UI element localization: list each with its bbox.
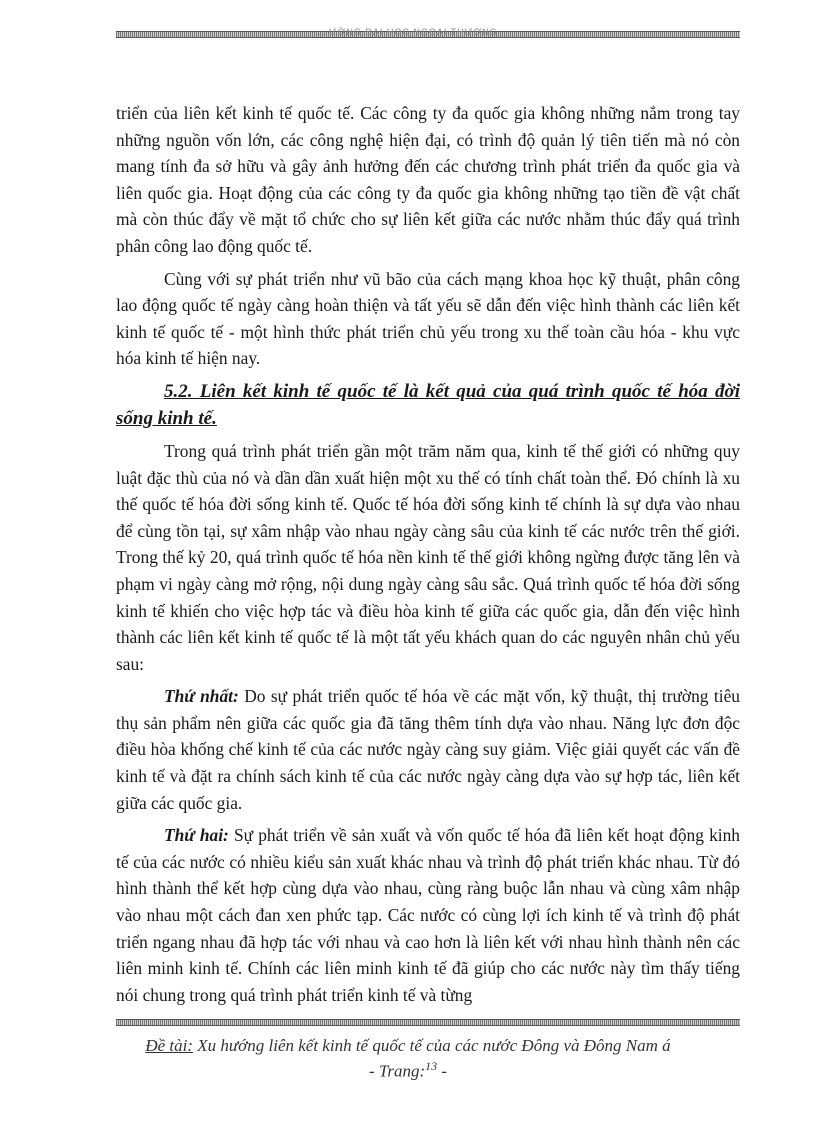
footer-rule [116,1019,740,1026]
paragraph-5-text: Sự phát triển về sản xuất và vốn quốc tế hóa đã liên kết hoạt động kinh tế của các nước có nhiều kiểu sản xuất khác nhau và trình độ phát triển khác nhau. Từ đó hình thành thể kết hợp cùng dựa vào nhau, cùng ràng buộc lẫn nhau và cùng xâm nhập vào nhau một cách đan xen phức tạp. Các nước có cùng lợi ích kinh tế và trình độ phát triển ngang nhau đã hợp tác với nhau và cao hơn là liên kết với nhau hình thành nên các liên minh kinh tế. Chính các liên minh kinh tế đã giúp cho các nước này tìm thấy tiếng nói chung trong quá trình phát triển kinh tế và từng [116,825,740,1005]
page-number-value: 13 [425,1059,438,1073]
page-prefix: - Trang: [368,1061,426,1081]
paragraph-4 [116,683,740,816]
paragraph-4-text: Do sự phát triển quốc tế hóa về các mặt vốn, kỹ thuật, thị trường tiêu thụ sản phẩm nên giữa các quốc gia đã tăng thêm tính dựa vào nhau. Năng lực đơn độc điều hòa khống chế kinh tế của các nước ngày càng suy giảm. Việc giải quyết các vấn đề kinh tế và đặt ra chính sách kinh tế của các nước ngày càng dựa vào sự hợp tác, liên kết giữa các quốc gia. [116,686,740,813]
footer-title [0,1036,816,1056]
paragraph-1: triển của liên kết kinh tế quốc tế. Các công ty đa quốc gia không những nắm trong tay những nguồn vốn lớn, các công nghệ hiện đại, có trình độ quản lý tiên tiến mà nó còn mang tính đa sở hữu và gây ảnh hưởng đến các chương trình phát triển đa quốc gia và liên quốc gia. Hoạt động của các công ty đa quốc gia không những tạo tiền đề vật chất mà còn thúc đẩy về mặt tổ chức cho sự liên kết giữa các nước nhằm thúc đẩy quá trình phân công lao động quốc tế. [116,103,740,256]
paragraph-5 [116,822,740,1008]
paragraph-5-lead: Thứ hai: [164,825,229,846]
footer-label: Đề tài: [145,1036,194,1055]
paragraph-3: Trong quá trình phát triển gần một trăm năm qua, kinh tế thế giới có những quy luật đặc thù của nó và dần dần xuất hiện một xu thế có tính chất toàn thể. Đó chính là xu thế quốc tế hóa đời sống kinh tế. Quốc tế hóa đời sống kinh tế chính là sự dựa vào nhau để cùng tồn tại, sự xâm nhập vào nhau ngày càng sâu của kinh tế các nước trên thế giới. Trong thế kỷ 20, quá trình quốc tế hóa nền kinh tế thế giới không ngừng được tăng lên và phạm vi ngày càng mở rộng, nội dung ngày càng sâu sắc. Quá trình quốc tế hóa đời sống kinh tế khiến cho việc hợp tác và điều hòa kinh tế giữa các quốc gia, dẫn đến việc hình thành các liên kết kinh tế quốc tế là một tất yếu khách quan do các nguyên nhân chủ yếu sau: [116,440,740,674]
footer-topic: Xu hướng liên kết kinh tế quốc tế của các nước Đông và Đông Nam á [193,1036,671,1055]
paragraph-2: Cùng với sự phát triển như vũ bão của cách mạng khoa học kỹ thuật, phân công lao động quốc tế ngày càng hoàn thiện và tất yếu sẽ dẫn đến việc hình thành các liên kết kinh tế quốc tế - một hình thức phát triển chủ yếu trong xu thế toàn cầu hóa - khu vực hóa kinh tế hiện nay. [116,268,740,369]
page-number [0,1059,816,1082]
section-heading: 5.2. Liên kết kinh tế quốc tế là kết quả của quá trình quốc tế hóa đời sống kinh tế. [116,380,740,429]
page-suffix: - [437,1061,448,1081]
paragraph-4-lead: Thứ nhất: [164,686,239,707]
header-text: ...ƯỜNG ĐẠI HỌC NGOẠI THƯƠNG [318,27,498,37]
document-body [116,100,740,1014]
